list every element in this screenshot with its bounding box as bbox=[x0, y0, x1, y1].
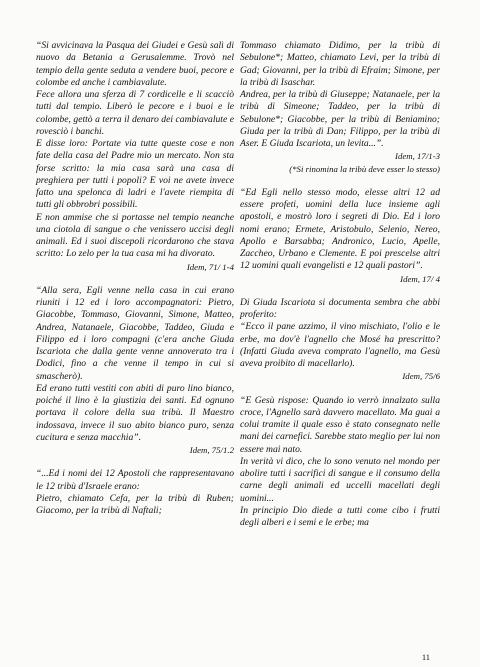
paragraph: “Alla sera, Egli venne nella casa in cui erano riuniti i 12 ed i loro accompagnatori: Pietro, Giacobbe, Tommaso, Giovanni, Simone, Matteo, Andrea, Natanaele, Giacobbe, Taddeo, Giuda e Filippo ed i loro compagni (c'era anche Giuda Iscariota che dalla gente venne annoverato tra i Dodici, fino a che venne il tempo in cui si smascherò). bbox=[36, 284, 234, 382]
paragraph: E disse loro: Portate via tutte queste cose e non fate della casa del Padre mio un mercato. Non sta forse scritto: la mia casa sarà una casa di preghiera per tutti i popoli? E voi ne avete invece fatto una spelonca di ladri e l'avete riempita di tutti gli obbrobri possibili. bbox=[36, 138, 234, 211]
paragraph: In principio Dio diede a tutti come cibo i frutti degli alberi e i semi e le erbe; ma bbox=[240, 504, 440, 528]
spacer bbox=[36, 273, 234, 285]
spacer bbox=[240, 175, 440, 187]
paragraph: In verità vi dico, che lo sono venuto nel mondo per abolire tutti i sacrifici di sangue e il consumo della carne degli animali ed uccelli macellati degli uomini... bbox=[240, 455, 440, 504]
spacer bbox=[240, 285, 440, 297]
right-column bbox=[240, 40, 440, 529]
paragraph: Pietro, chiamato Cefa, per la tribù di Ruben; Giacomo, per la tribù di Naftali; bbox=[36, 492, 234, 516]
spacer bbox=[36, 456, 234, 468]
paragraph: “...Ed i nomi dei 12 Apostoli che rappresentavano le 12 tribù d'Israele erano: bbox=[36, 468, 234, 492]
citation: Idem, 17/1-3 bbox=[395, 151, 440, 162]
paragraph: Ed erano tutti vestiti con abiti di puro lino bianco, poiché il lino è la giustizia dei santi. Ed ognuno portava il colore della sua tribù. Il Maestro indossava, invece il suo abito bianco puro, senza cucitura e senza macchia”. bbox=[36, 382, 234, 443]
paragraph: “Ed Egli nello stesso modo, elesse altri 12 ad essere profeti, uomini della luce insieme agli apostoli, e mostrò loro i segreti di Dio. Ed i loro nomi erano; Ermete, Aristobulo, Selenio, Nereo, Apollo e Barsabba; Andronico, Lucio, Apelle, Zaccheo, Urbano e Clemente. E poi prescelse altri 12 uomini quali evangelisti e 12 quali pastori”. bbox=[240, 186, 440, 272]
paragraph: Andrea, per la tribù di Giuseppe; Natanaele, per la tribù di Simeone; Taddeo, per la tribù di Sebulone*; Giacobbe, per la tribù di Beniamino; Giuda per la tribù di Dan; Filippo, per la tribù di Aser. E Giuda Iscariota, un levita...”. bbox=[240, 89, 440, 149]
citation: Idem, 75/6 bbox=[402, 371, 440, 382]
footnote: (*Si rinomina la tribù deve esser lo stesso) bbox=[289, 163, 440, 174]
paragraph: Di Giuda Iscariota si documenta sembra che abbi proferito: bbox=[240, 296, 440, 320]
paragraph: Tommaso chiamato Didimo, per la tribù di Sebulone*; Matteo, chiamato Levi, per la tribù di Gad; Giovanni, per la tribù di Efraim; Simone, per la tribù di Isaschar. bbox=[240, 40, 440, 88]
paragraph: Fece allora una sferza di 7 cordicelle e li scacciò tutti dal tempio. Liberò le pecore e i buoi e le colombe, gettò a terra il denaro dei cambiavalute e rovesciò i banchi. bbox=[36, 89, 234, 137]
page-number: 11 bbox=[421, 652, 430, 662]
citation: Idem, 71/ 1-4 bbox=[186, 261, 234, 272]
paragraph: E non ammise che si portasse nel tempio neanche una ciotola di sangue o che venissero uccisi degli animali. Ed i suoi discepoli ricordarono che stava scritto: Lo zelo per la tua casa mi ha divorato. bbox=[36, 211, 234, 260]
left-column bbox=[36, 40, 234, 517]
paragraph: “E Gesù rispose: Quando io verrò innalzato sulla croce, l'Agnello sarà davvero macellato. Ma guai a colui tramite il quale esso è stato consegnato nelle mani dei carnefici. Sarebbe stato meglio per lui non essere mai nato. bbox=[240, 394, 440, 455]
spacer bbox=[240, 383, 440, 395]
citation: Idem, 75/1.2 bbox=[189, 445, 234, 455]
paragraph: “Si avvicinava la Pasqua dei Giudei e Gesù salì di nuovo da Betania a Gerusalemme. Trovò nel tempio della gente seduta a vendere buoi, pecore e colombe ed anche i cambiavalute. bbox=[36, 40, 234, 88]
citation: Idem, 17/ 4 bbox=[400, 273, 440, 284]
paragraph: “Ecco il pane azzimo, il vino mischiato, l'olio e le erbe, ma dov'è l'agnello che Mosé ha prescritto? (Infatti Giuda aveva comprato l'agnello, ma Gesù aveva proibito di macellarlo). bbox=[240, 321, 440, 369]
